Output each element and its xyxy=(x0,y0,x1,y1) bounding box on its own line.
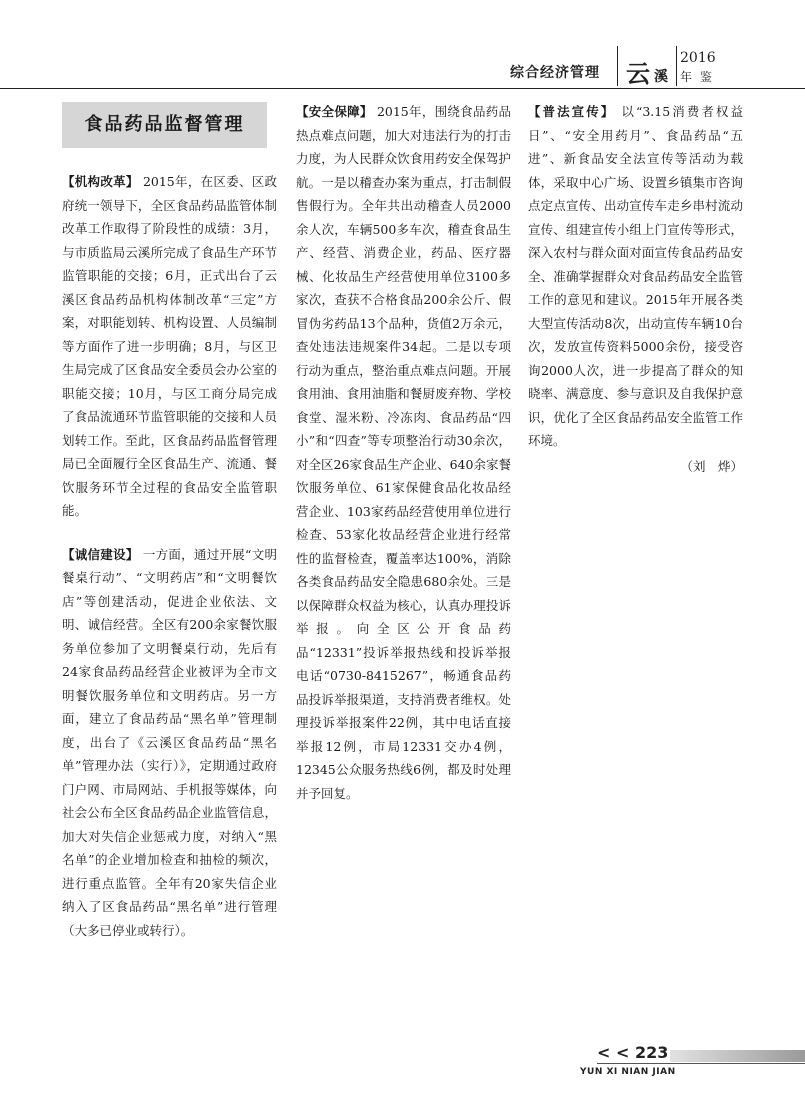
section-tag: 【机构改革】 xyxy=(62,174,139,189)
header-book-label: 年 鉴 xyxy=(680,70,714,84)
text-column-3 xyxy=(528,100,743,478)
section-tag: 【安全保障】 xyxy=(296,104,373,119)
header-divider xyxy=(676,46,677,86)
text-column-1 xyxy=(62,100,277,942)
page-band-decoration xyxy=(670,1050,805,1062)
section-paragraph xyxy=(528,100,743,453)
section-text: 2015年，围绕食品药品热点难点问题，加大对违法行为的打击力度，为人民群众饮食用药安全保驾护航。一是以稽查办案为重点，打击制假售假行为。全年共出动稽查人员2000余人次，车辆500多车次，稽查食品生产、经营、消费企业，药品、医疗器械、化妆品生产经营使用单位3100多家次，查获不合格食品200余公斤、假冒伪劣药品13个品种，货值2万余元，查处违法违规案件34起。二是以专项行动为重点，整治重点难点问题。开展食用油、食用油脂和餐厨废弃物、学校食堂、湿米粉、冷冻肉、食品药品“四小”和“四查”等专项整治行动30余次，对全区26家食品生产企业、640余家餐饮服务单位、61家保健食品化妆品经营企业、103家药品经营使用单位进行检查、53家化妆品经营企业进行经常性的监督检查，覆盖率达100%，消除各类食品药品安全隐患680余处。三是以保障群众权益为核心，认真办理投诉举报。向全区公开食品药品“12331”投诉举报热线和投诉举报电话“0730-8415267”，畅通食品药品投诉举报渠道，支持消费者维权。处理投诉举报案件22例，其中电话直接举报12例，市局12331交办4例，12345公众服务热线6例，都及时处理并予回复。 xyxy=(296,104,511,801)
yearbook-logo-main: 云 xyxy=(626,60,650,88)
section-paragraph xyxy=(62,543,277,943)
section-text: 一方面，通过开展“文明餐桌行动”、“文明药店”和“文明餐饮店”等创建活动，促进企业依法、文明、诚信经营。全区有200余家餐饮服务单位参加了文明餐桌行动，先后有24家食品药品经营企业被评为全市文明餐饮服务单位和文明药店。另一方面，建立了食品药品“黑名单”管理制度，出台了《云溪区食品药品“黑名单”管理办法（实行）》，定期通过政府门户网、市局网站、手机报等媒体，向社会公布全区食品药品企业监管信息，加大对失信企业惩戒力度，对纳入“黑名单”的企业增加检查和抽检的频次，进行重点监管。全年有20家失信企业纳入了区食品药品“黑名单”进行管理（大多已停业或转行）。 xyxy=(62,546,277,938)
header-rule xyxy=(0,88,805,89)
section-tag: 【普法宣传】 xyxy=(528,104,616,119)
text-column-2 xyxy=(296,100,511,805)
section-text: 以“3.15消费者权益日”、“安全用药月”、食品药品“五进”、新食品安全法宣传等活动为载体，采取中心广场、设置乡镇集市咨询点定点宣传、出动宣传车走乡串村流动宣传、组建宣传小组上门宣传等形式，深入农村与群众面对面宣传食品药品安全、准确掌握群众对食品药品安全监管工作的意见和建议。2015年开展各类大型宣传活动8次，出动宣传车辆10台次，发放宣传资料5000余份，接受咨询2000人次，进一步提高了群众的知晓率、满意度、参与意识及自我保护意识，优化了全区食品药品安全监管工作环境。 xyxy=(528,104,743,448)
header-divider xyxy=(617,46,618,86)
section-tag: 【诚信建设】 xyxy=(62,546,139,562)
yearbook-logo-sub: 溪 xyxy=(654,69,668,85)
header-year: 2016 xyxy=(680,50,716,66)
author-credit: （刘 烨） xyxy=(680,458,743,474)
section-text: 2015年，在区委、区政府统一领导下，全区食品药品监管体制改革工作取得了阶段性的成绩：3月，与市质监局云溪所完成了食品生产环节监管职能的交接；6月，正式出台了云溪区食品药品机构体制改革“三定”方案，对职能划转、机构设置、人员编制等方面作了进一步明确；8月，与区卫生局完成了区食品安全委员会办公室的职能交接；10月，与区工商分局完成了食品流通环节监管职能的交接和人员划转工作。至此，区食品药品监督管理局已全面履行全区食品生产、流通、餐饮服务环节全过程的食品安全监管职能。 xyxy=(62,174,277,518)
article-title-box xyxy=(62,102,267,148)
footer-book-name: YUN XI NIAN JIAN xyxy=(580,1067,676,1077)
page-number: < < 223 xyxy=(597,1043,669,1062)
section-label: 综合经济管理 xyxy=(510,65,600,81)
section-paragraph xyxy=(296,100,511,805)
page-header xyxy=(0,0,805,96)
footer-rule xyxy=(597,1063,805,1064)
section-paragraph xyxy=(62,170,277,523)
article-title: 食品药品监督管理 xyxy=(84,114,245,136)
